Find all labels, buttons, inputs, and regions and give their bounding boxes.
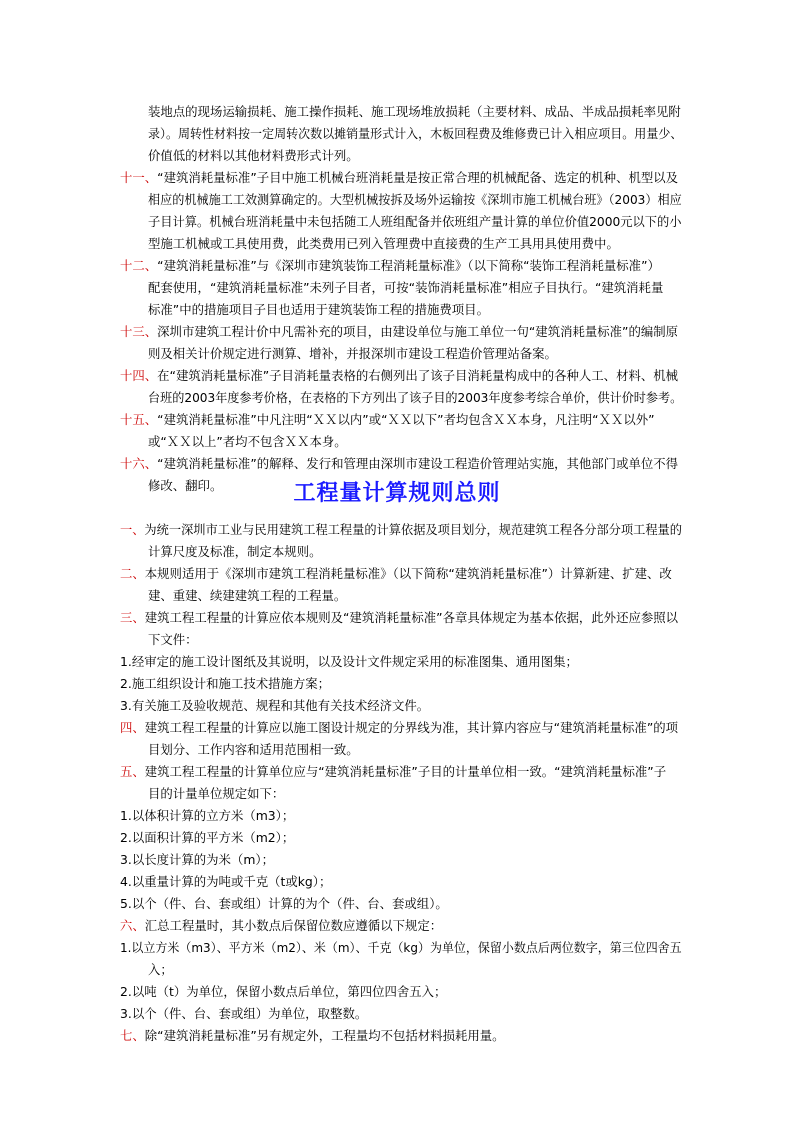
- clause-text: 目划分、工作内容和适用范围相一致。: [148, 742, 359, 757]
- top_lines-line: [148, 478, 222, 494]
- clause-text: 2.施工组织设计和施工技术措施方案；: [120, 676, 331, 691]
- top_lines-line: [120, 258, 660, 274]
- bottom_lines-line: [120, 654, 578, 670]
- bottom_lines-line: [120, 984, 446, 1000]
- top_lines-line: [148, 434, 347, 450]
- clause-number: 十三、: [120, 324, 158, 339]
- clause-text: “建筑消耗量标准”与《深圳市建筑装饰工程消耗量标准》（以下简称“装饰工程消耗量标准”）: [157, 258, 660, 273]
- clause-number: 十四、: [120, 368, 158, 383]
- clause-text: 相应的机械施工工效测算确定的。大型机械按拆及场外运输按《深圳市施工机械台班》（2003）相应: [148, 192, 682, 207]
- clause-number: 十一、: [120, 170, 158, 185]
- bottom_lines-line: [120, 720, 678, 736]
- clause-text: 深圳市建筑工程计价中凡需补充的项目，由建设单位与施工单位一句“建筑消耗量标准”的编制原: [157, 324, 679, 339]
- clause-text: 计算尺度及标准，制定本规则。: [148, 544, 322, 559]
- bottom_lines-line: [120, 830, 294, 846]
- clause-text: 入；: [148, 962, 173, 977]
- clause-text: 建筑工程工程量的计算应依本规则及“建筑消耗量标准”各章具体规定为基本依据，此外还应参照以: [144, 610, 679, 625]
- clause-number: 五、: [120, 764, 145, 779]
- clause-number: 四、: [120, 720, 145, 735]
- clause-text: 3.以个（件、台、套或组）为单位，取整数。: [120, 1006, 368, 1021]
- clause-text: 建筑工程工程量的计算单位应与“建筑消耗量标准”子目的计量单位相一致。“建筑消耗量标准”子: [144, 764, 667, 779]
- clause-text: 5.以个（件、台、套或组）计算的为个（件、台、套或组）。: [120, 896, 448, 911]
- clause-number: 七、: [120, 1028, 145, 1043]
- bottom_lines-line: [148, 588, 346, 604]
- clause-text: 下文件：: [148, 632, 198, 647]
- clause-number: 六、: [120, 918, 145, 933]
- clause-text: “建筑消耗量标准”子目中施工机械台班消耗量是按正常合理的机械配备、选定的机种、机型以及: [157, 170, 679, 185]
- clause-text: 配套使用，“建筑消耗量标准”未列子目者，可按“装饰消耗量标准”相应子目执行。“建筑消耗量: [148, 280, 664, 295]
- top_lines-line: [120, 368, 678, 384]
- clause-text: 汇总工程量时，其小数点后保留位数应遵循以下规定：: [144, 918, 443, 933]
- top_lines-line: [120, 456, 678, 472]
- clause-text: 标准”中的措施项目子目也适用于建筑装饰工程的措施费项目。: [148, 302, 489, 317]
- clause-text: 本规则适用于《深圳市建筑工程消耗量标准》（以下简称“建筑消耗量标准”）计算新建、扩建、改: [144, 566, 672, 581]
- clause-text: 子目计算。机械台班消耗量中未包括随工人班组配备并依班组产量计算的单位价值2000元以下的小: [148, 214, 682, 229]
- bottom_lines-line: [148, 742, 359, 758]
- clause-text: 2.以面积计算的平方米（m2）；: [120, 830, 295, 845]
- clause-number: 三、: [120, 610, 145, 625]
- clause-text: 则及相关计价规定进行测算、增补，并报深圳市建设工程造价管理站备案。: [148, 346, 557, 361]
- bottom_lines-line: [120, 676, 330, 692]
- bottom_lines-line: [120, 918, 442, 934]
- clause-text: 目的计量单位规定如下：: [148, 786, 285, 801]
- clause-text: 在“建筑消耗量标准”子目消耗量表格的右侧列出了该子目消耗量构成中的各种人工、材料、机械: [157, 368, 679, 383]
- clause-text: “建筑消耗量标准”的解释、发行和管理由深圳市建设工程造价管理站实施，其他部门或单位不得: [157, 456, 679, 471]
- clause-number: 二、: [120, 566, 145, 581]
- clause-text: 台班的2003年度参考价格，在表格的下方列出了该子目的2003年度参考综合单价，供计价时参考。: [148, 390, 683, 405]
- bottom_lines-line: [120, 1006, 367, 1022]
- clause-text: 建、重建、续建建筑工程的工程量。: [148, 588, 347, 603]
- bottom_lines-line: [120, 852, 274, 868]
- top_lines-line: [148, 346, 557, 362]
- top_lines-line: [148, 104, 681, 120]
- bottom_lines-line: [120, 808, 294, 824]
- top_lines-line: [148, 302, 489, 318]
- top_lines-line: [148, 390, 682, 406]
- bottom_lines-line: [148, 544, 321, 560]
- section-title: 工程量计算规则总则: [293, 481, 501, 506]
- top_lines-line: [148, 236, 619, 252]
- bottom_lines-line: [120, 1028, 505, 1044]
- clause-text: 价值低的材料以其他材料费形式计列。: [148, 148, 359, 163]
- clause-text: 建筑工程工程量的计算应以施工图设计规定的分界线为准，其计算内容应与“建筑消耗量标准”的项: [144, 720, 679, 735]
- bottom_lines-line: [148, 786, 284, 802]
- clause-text: 1.以体积计算的立方米（m3）；: [120, 808, 295, 823]
- clause-text: 3.以长度计算的为米（m）；: [120, 852, 274, 867]
- bottom_lines-line: [148, 962, 173, 978]
- clause-text: 2.以吨（t）为单位，保留小数点后单位，第四位四舍五入；: [120, 984, 447, 999]
- top_lines-line: [148, 192, 682, 208]
- top_lines-line: [148, 280, 663, 296]
- clause-number: 十六、: [120, 456, 158, 471]
- clause-text: 1.以立方米（m3）、平方米（m2）、米（m）、千克（kg）为单位，保留小数点后两位数字，第三位四舍五: [120, 940, 682, 955]
- clause-text: 3.有关施工及验收规范、规程和其他有关技术经济文件。: [120, 698, 430, 713]
- clause-text: “建筑消耗量标准”中凡注明“ＸＸ以内”或“ＸＸ以下”者均包含ＸＸ本身，凡注明“ＸＸ以外”: [157, 412, 655, 427]
- clause-text: 装地点的现场运输损耗、施工操作损耗、施工现场堆放损耗（主要材料、成品、半成品损耗率见附: [148, 104, 681, 119]
- clause-text: 4.以重量计算的为吨或千克（t或kg）；: [120, 874, 332, 889]
- clause-number: 一、: [120, 522, 145, 537]
- clause-number: 十五、: [120, 412, 158, 427]
- clause-text: 除“建筑消耗量标准”另有规定外，工程量均不包括材料损耗用量。: [144, 1028, 505, 1043]
- clause-text: 1.经审定的施工设计图纸及其说明，以及设计文件规定采用的标准图集、通用图集；: [120, 654, 578, 669]
- bottom_lines-line: [120, 896, 448, 912]
- bottom_lines-line: [120, 940, 682, 956]
- bottom_lines-line: [120, 874, 331, 890]
- clause-text: 录）。周转性材料按一定周转次数以摊销量形式计入，木板回程费及维修费已计入相应项目。用量少、: [148, 126, 683, 141]
- top_lines-line: [148, 214, 682, 230]
- top_lines-line: [120, 412, 655, 428]
- clause-text: 为统一深圳市工业与民用建筑工程工程量的计算依据及项目划分，规范建筑工程各分部分项工程量的: [144, 522, 682, 537]
- bottom_lines-line: [120, 610, 678, 626]
- top_lines-line: [120, 324, 678, 340]
- clause-text: 型施工机械或工具使用费，此类费用已列入管理费中直接费的生产工具用具使用费中。: [148, 236, 619, 251]
- bottom_lines-line: [120, 698, 429, 714]
- bottom_lines-line: [120, 566, 672, 582]
- clause-text: 修改、翻印。: [148, 478, 223, 493]
- clause-number: 十二、: [120, 258, 158, 273]
- top_lines-line: [120, 170, 678, 186]
- bottom_lines-line: [148, 632, 198, 648]
- bottom_lines-line: [120, 764, 666, 780]
- top_lines-line: [148, 126, 682, 142]
- bottom_lines-line: [120, 522, 682, 538]
- top_lines-line: [148, 148, 359, 164]
- clause-text: 或“ＸＸ以上”者均不包含ＸＸ本身。: [148, 434, 347, 449]
